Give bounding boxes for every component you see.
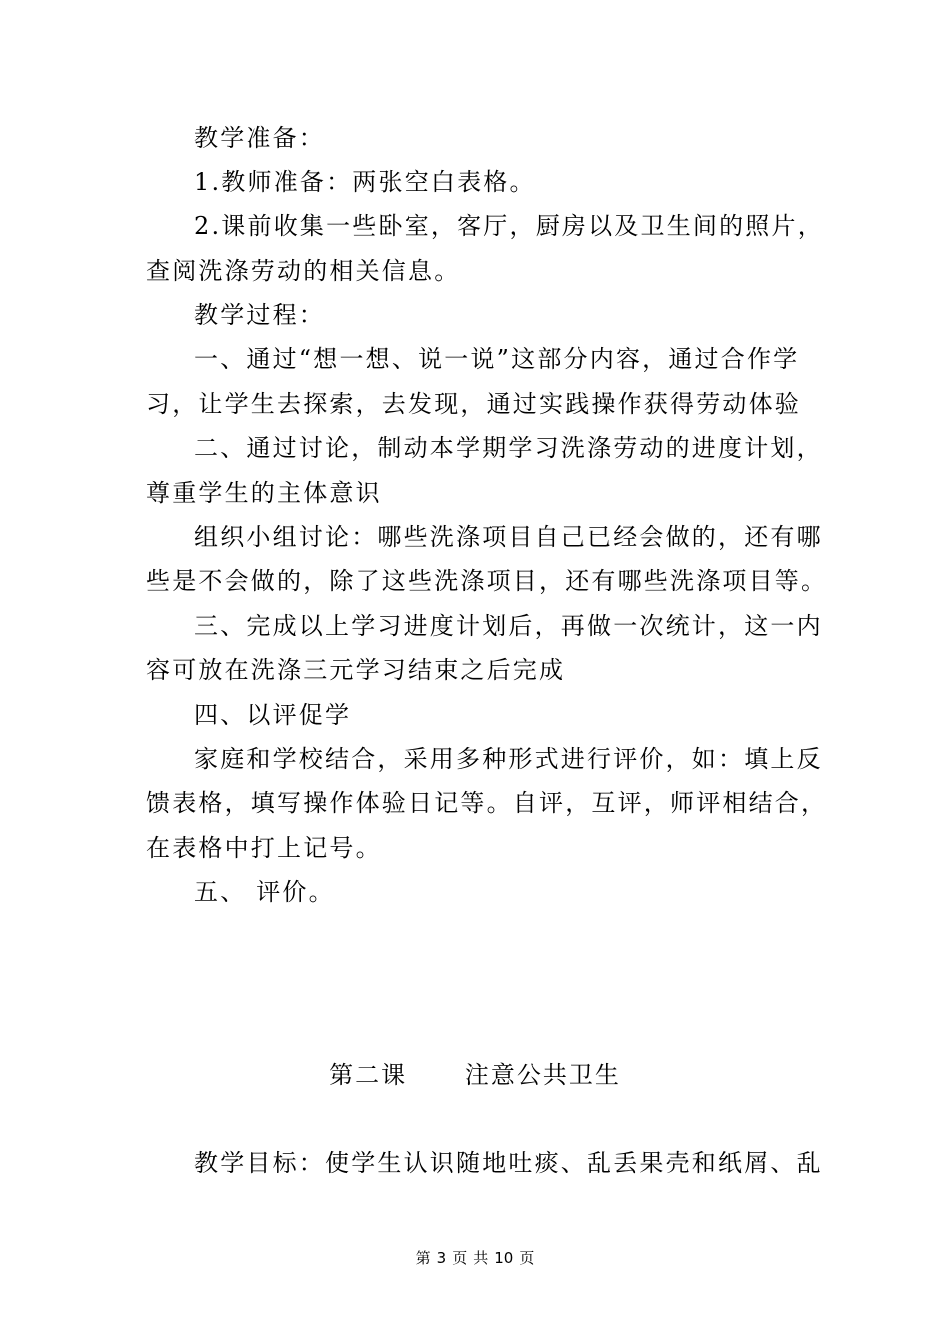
text-line: 五、 评价。 — [194, 878, 335, 906]
text-line: 1.教师准备：两张空白表格。 — [194, 168, 536, 196]
text-line: 在表格中打上记号。 — [146, 834, 382, 862]
text-line: 2.课前收集一些卧室，客厅，厨房以及卫生间的照片， — [194, 212, 824, 240]
text-line: 查阅洗涤劳动的相关信息。 — [146, 257, 461, 285]
text-line: 四、以评促学 — [194, 701, 352, 729]
text-line: 教学准备： — [194, 124, 325, 152]
text-line: 习，让学生去探索，去发现，通过实践操作获得劳动体验 — [146, 390, 801, 418]
lesson-goal: 教学目标：使学生认识随地吐痰、乱丢果壳和纸屑、乱 — [194, 1149, 823, 1177]
text-line: 教学过程： — [194, 301, 325, 329]
footer-total-pages: 10 — [494, 1249, 514, 1267]
text-line: 家庭和学校结合，采用多种形式进行评价，如：填上反 — [194, 745, 823, 773]
page-footer — [0, 1248, 950, 1268]
footer-total-word: 共 — [473, 1249, 489, 1267]
text-line: 一、通过“想一想、说一说”这部分内容，通过合作学 — [194, 345, 800, 373]
text-line: 组织小组讨论：哪些洗涤项目自己已经会做的，还有哪 — [194, 523, 823, 551]
text-line: 二、通过讨论，制动本学期学习洗涤劳动的进度计划， — [194, 434, 823, 462]
footer-prefix: 第 — [415, 1249, 431, 1267]
footer-suffix: 页 — [519, 1249, 535, 1267]
text-line: 容可放在洗涤三元学习结束之后完成 — [146, 656, 566, 684]
text-line: 尊重学生的主体意识 — [146, 479, 382, 507]
text-line: 馈表格，填写操作体验日记等。自评，互评，师评相结合， — [146, 789, 828, 817]
footer-current-page: 3 — [436, 1249, 447, 1267]
text-line: 三、完成以上学习进度计划后，再做一次统计，这一内 — [194, 612, 823, 640]
text-line: 些是不会做的，除了这些洗涤项目，还有哪些洗涤项目等。 — [146, 567, 828, 595]
lesson-title: 第二课 注意公共卫生 — [329, 1061, 621, 1089]
footer-page-word: 页 — [452, 1249, 468, 1267]
